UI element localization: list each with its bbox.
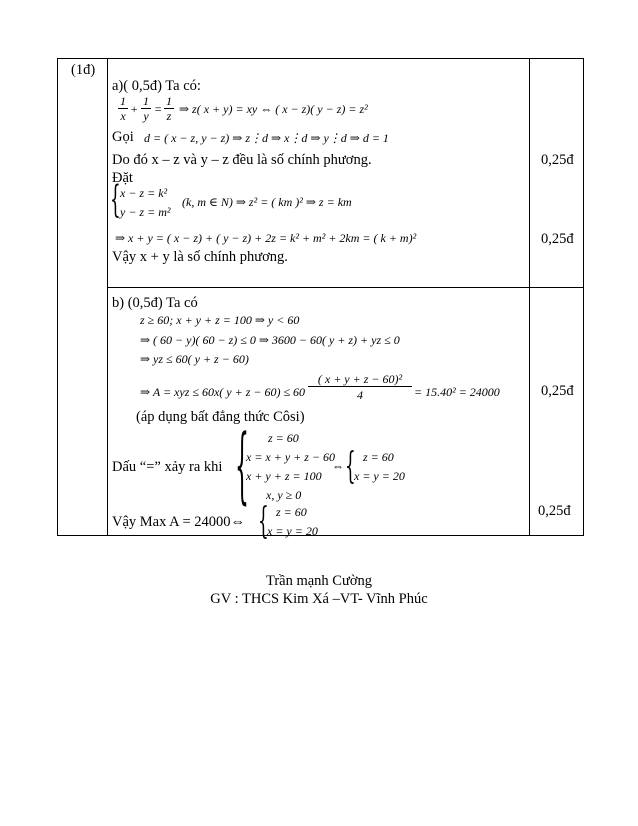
plus-sign: + bbox=[130, 102, 139, 116]
max-conclusion-label: Vậy Max A = 24000⇔ bbox=[112, 514, 246, 530]
frac-numerator: 1 bbox=[143, 94, 149, 108]
frac-denominator: y bbox=[143, 109, 149, 123]
frac-denominator: z bbox=[166, 109, 172, 123]
part-b-heading: b) (0,5đ) Ta có bbox=[112, 295, 198, 311]
equals-sign: = bbox=[154, 102, 163, 116]
left-brace-large: { bbox=[235, 419, 249, 514]
score-4: 0,25đ bbox=[538, 503, 571, 519]
footer-school: GV : THCS Kim Xá –VT- Vĩnh Phúc bbox=[210, 591, 428, 607]
left-brace: { bbox=[110, 177, 121, 222]
solution-table bbox=[57, 58, 584, 542]
system-3-line-2: x = y = 20 bbox=[354, 469, 405, 483]
column-divider-left bbox=[107, 59, 108, 535]
frac-numerator: 1 bbox=[120, 94, 126, 108]
system-4-line-1: z = 60 bbox=[276, 505, 307, 519]
part-b-line-2: ⇒ ( 60 − y)( 60 − z) ≤ 0 ⇒ 3600 − 60( y + z) + yz ≤ 0 bbox=[140, 333, 400, 347]
cosi-note: (áp dụng bất đẳng thức Côsi) bbox=[136, 409, 305, 425]
frac-bar bbox=[118, 108, 128, 109]
row-divider bbox=[107, 287, 583, 288]
system-1-line-1: x − z = k² bbox=[120, 186, 168, 200]
system-2-line-3: x + y + z = 100 bbox=[246, 469, 322, 483]
frac-bar bbox=[164, 108, 174, 109]
equality-condition-label: Dấu “=” xảy ra khi bbox=[112, 459, 223, 475]
part-b-line-1: z ≥ 60; x + y + z = 100 ⇒ y < 60 bbox=[140, 313, 300, 327]
part-a-conclusion: Vậy x + y là số chính phương. bbox=[112, 249, 288, 265]
fraction-1-over-x bbox=[118, 95, 128, 123]
score-2: 0,25đ bbox=[541, 231, 574, 247]
fraction-1-over-y bbox=[141, 95, 151, 123]
score-3: 0,25đ bbox=[541, 383, 574, 399]
score-1: 0,25đ bbox=[541, 152, 574, 168]
system-2-line-1: z = 60 bbox=[268, 431, 299, 445]
points-label: (1đ) bbox=[71, 62, 96, 78]
frac-bar bbox=[308, 386, 412, 387]
line-dat: Đặt bbox=[112, 170, 133, 186]
gcd-equation: d = ( x − z, y − z) ⇒ z⋮d ⇒ x⋮d ⇒ y⋮d ⇒ d = 1 bbox=[144, 131, 389, 145]
system-2-line-2: x = x + y + z − 60 bbox=[246, 450, 336, 464]
fraction-1-over-z bbox=[164, 95, 174, 123]
frac-numerator: 1 bbox=[166, 94, 172, 108]
frac-denominator: 4 bbox=[357, 388, 363, 402]
frac-bar bbox=[141, 108, 151, 109]
system-4-line-2: x = y = 20 bbox=[267, 524, 318, 538]
left-brace: { bbox=[345, 444, 356, 487]
sum-equation: ⇒ x + y = ( x − z) + ( y − z) + 2z = k² + m² + 2km = ( k + m)² bbox=[115, 231, 417, 245]
equation-implication: ⇒ z( x + y) = xy ⇔ ( x − z)( y − z) = z² bbox=[179, 102, 368, 116]
system-3-line-1: z = 60 bbox=[363, 450, 394, 464]
part-b-line-3: ⇒ yz ≤ 60( y + z − 60) bbox=[140, 352, 249, 366]
system-2-line-4: x, y ≥ 0 bbox=[266, 488, 302, 502]
left-brace: { bbox=[258, 499, 269, 542]
part-b-line-4-left: ⇒ A = xyz ≤ 60x( y + z − 60) ≤ 60 bbox=[140, 385, 306, 399]
line-do-do: Do đó x – z và y – z đều là số chính phương. bbox=[112, 152, 372, 168]
footer-author: Trần mạnh Cường bbox=[265, 573, 373, 589]
system-1-line-2: y − z = m² bbox=[120, 205, 171, 219]
frac-numerator: ( x + y + z − 60)² bbox=[317, 372, 403, 386]
column-divider-right bbox=[529, 59, 530, 535]
cauchy-fraction bbox=[308, 373, 412, 402]
goi-label: Gọi bbox=[112, 129, 134, 145]
system-1-conclusion: (k, m ∈ N) ⇒ z² = ( km )² ⇒ z = km bbox=[182, 195, 352, 209]
iff-symbol: ⇔ bbox=[332, 459, 344, 473]
part-b-line-4-right: = 15.40² = 24000 bbox=[414, 385, 500, 399]
part-a-heading: a)( 0,5đ) Ta có: bbox=[112, 78, 201, 94]
frac-denominator: x bbox=[120, 109, 126, 123]
